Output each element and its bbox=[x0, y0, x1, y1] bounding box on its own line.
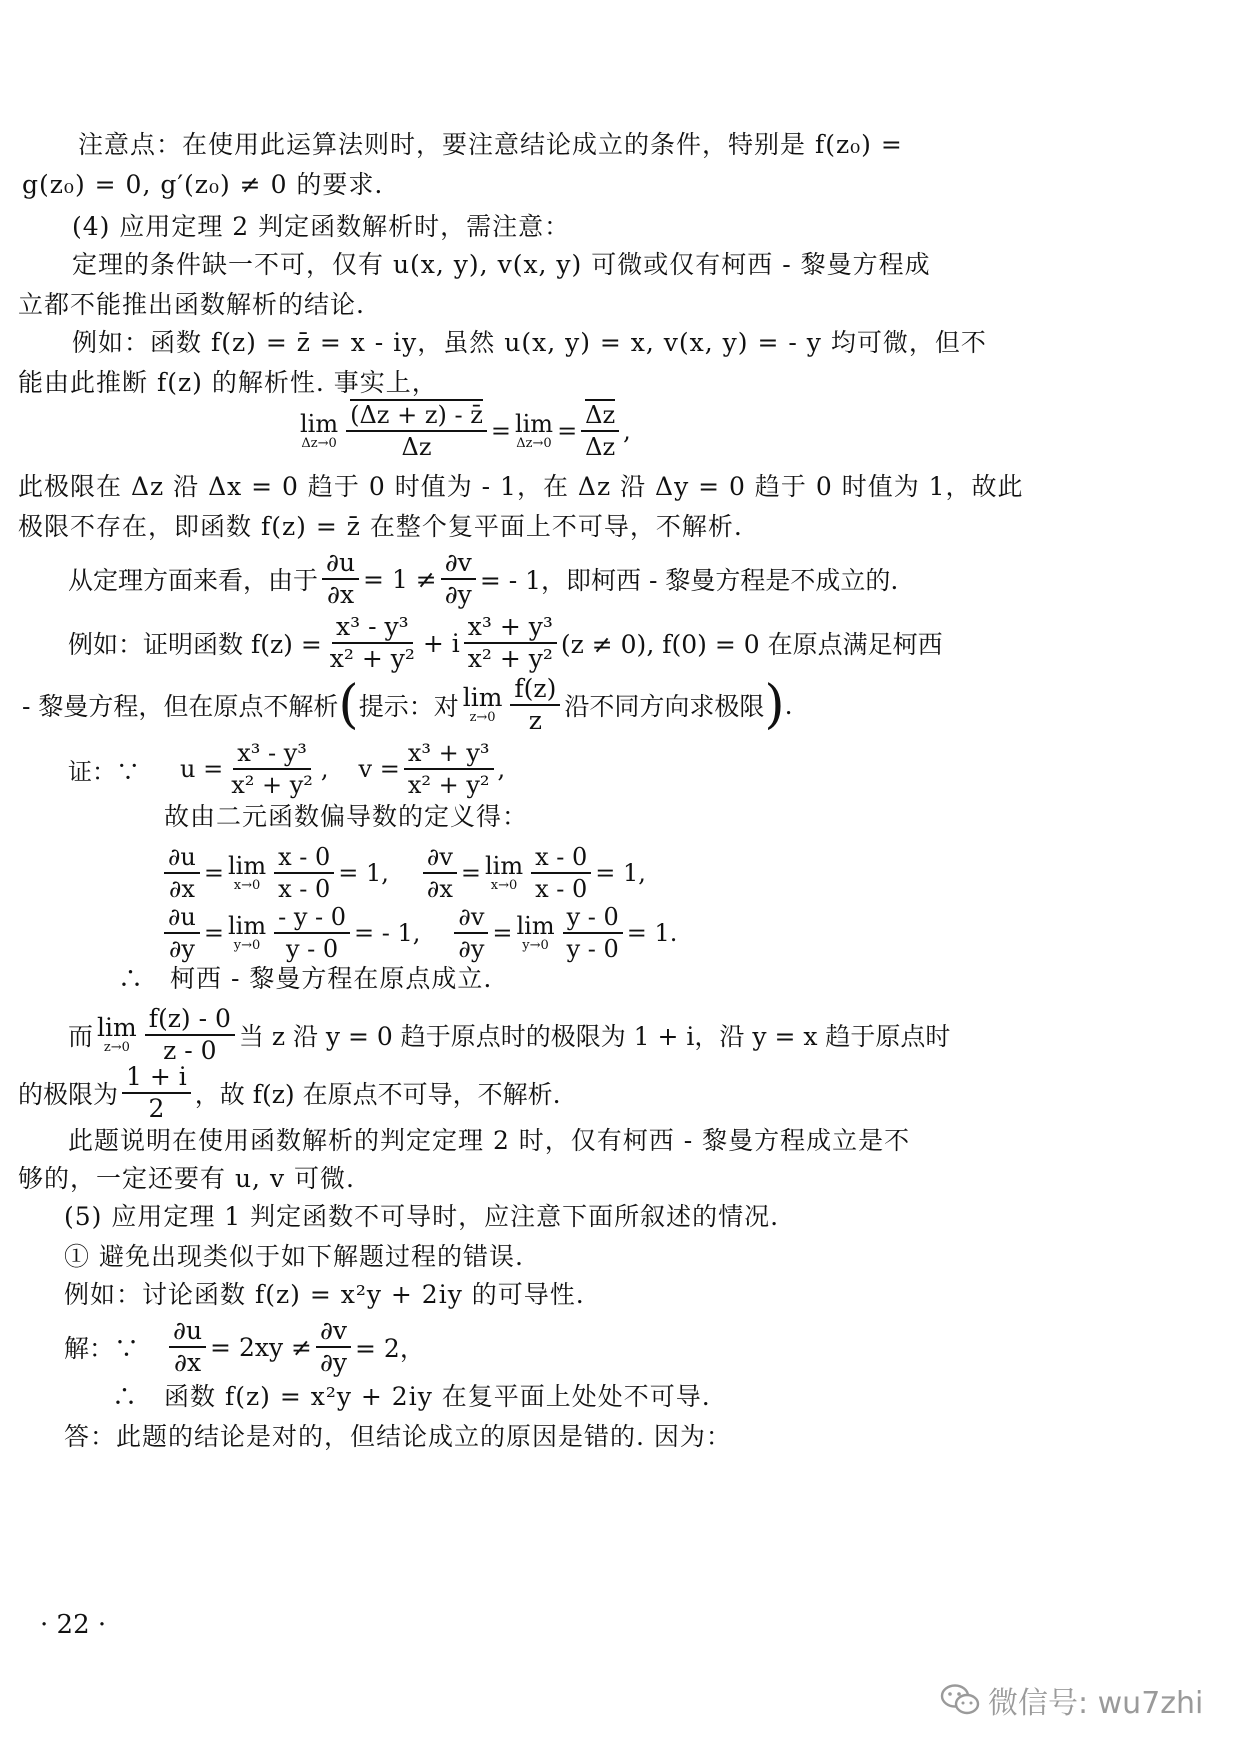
wechat-icon bbox=[940, 1683, 980, 1717]
text-line: 定理的条件缺一不可，仅有 u(x, y), v(x, y) 可微或仅有柯西 - 黎曼方程成 bbox=[72, 250, 931, 279]
limit-directions-line: 而 lim z→0 $\frac{f(z) - 0}{z - 0}$ 当 z 沿 y = 0 趋于原点时的极限为 1 + i，沿 y = x 趋于原点时 bbox=[68, 1004, 951, 1065]
cauchy-riemann-line: 从定理方面来看，由于 $\frac{\partial u}{\partial x}$ = 1 ≠ $\frac{\partial v}{\partial y}$ = - 1，即柯西 - 黎曼方程是不成立的. bbox=[68, 548, 899, 609]
text-line: 立都不能推出函数解析的结论. bbox=[18, 290, 365, 319]
limit-operator: lim Δz→0 bbox=[300, 410, 339, 451]
text-line: 故由二元函数偏导数的定义得： bbox=[164, 802, 529, 831]
fraction: $\frac{\Delta z}{\Delta z}$ bbox=[581, 400, 619, 462]
text-line: 答：此题的结论是对的，但结论成立的原因是错的. 因为： bbox=[64, 1422, 732, 1451]
text-line: 注意点：在使用此运算法则时，要注意结论成立的条件，特别是 f(z₀) = bbox=[78, 130, 903, 159]
limit-equation: lim Δz→0 $\frac{(\Delta z + z) - z̄}{\Delta z}$ = lim Δz→0 = $\frac{\Delta z}{\Delta z}$ , bbox=[300, 401, 631, 461]
text-line: g(z₀) = 0, g′(z₀) ≠ 0 的要求. bbox=[22, 170, 384, 199]
text-line: ∴ 函数 f(z) = x²y + 2iy 在复平面上处处不可导. bbox=[112, 1382, 711, 1411]
partial-derivatives-x: $\frac{\partial u}{\partial x}$ = lim x→0 $\frac{x - 0}{x - 0}$ = 1, $\frac{\partial v}{\partial x}$ = lim x→0 $\frac{x - 0}{x - 0}$ = 1, bbox=[160, 842, 646, 904]
text-line: ∴ 柯西 - 黎曼方程在原点成立. bbox=[118, 964, 493, 993]
text-line: ① 避免出现类似于如下解题过程的错误. bbox=[64, 1242, 524, 1271]
hint-line: - 黎曼方程，但在原点不解析 ( 提示：对 lim z→0 $\frac{f(z)}{z}$ 沿不同方向求极限 ) . bbox=[22, 674, 793, 735]
watermark bbox=[940, 1678, 1203, 1722]
text-line: (5) 应用定理 1 判定函数不可导时，应注意下面所叙述的情况. bbox=[64, 1202, 780, 1231]
page-number: · 22 · bbox=[40, 1610, 107, 1640]
partial-derivatives-y: $\frac{\partial u}{\partial y}$ = lim y→0 $\frac{- y - 0}{y - 0}$ = - 1, $\frac{\partial v}{\partial y}$ = lim y→0 $\frac{y - 0}{y - 0}$ = 1. bbox=[160, 902, 677, 964]
limit-result-line: 的极限为 $\frac{1 + i}{2}$ ，故 f(z) 在原点不可导，不解析. bbox=[18, 1062, 561, 1123]
text-line: 此极限在 Δz 沿 Δx = 0 趋于 0 时值为 - 1，在 Δz 沿 Δy = 0 趋于 0 时值为 1，故此 bbox=[18, 472, 1024, 501]
fraction: $\frac{(\Delta z + z) - z̄}{\Delta z}$ bbox=[346, 400, 487, 462]
text-line: 能由此推断 f(z) 的解析性. 事实上， bbox=[18, 368, 438, 397]
text-line: 例如：函数 f(z) = z̄ = x - iy，虽然 u(x, y) = x, v(x, y) = - y 均可微，但不 bbox=[72, 328, 987, 357]
text-line: 例如：讨论函数 f(z) = x²y + 2iy 的可导性. bbox=[64, 1280, 585, 1309]
text-line: (4) 应用定理 2 判定函数解析时，需注意： bbox=[72, 212, 571, 241]
limit-operator: lim Δz→0 bbox=[514, 410, 554, 451]
text-line: 够的，一定还要有 u, v 可微. bbox=[18, 1164, 355, 1193]
proof-uv: 证：∵ u = $\frac{\text{x³ - y³}}{\text{x² + y²}}$ , v = $\frac{\text{x³ + y³}}{\text{x² + y²}}$ , bbox=[68, 739, 506, 799]
solution-line: 解：∵ $\frac{\partial u}{\partial x}$ = 2xy ≠ $\frac{\partial v}{\partial y}$ = 2， bbox=[64, 1316, 425, 1377]
text-line: 极限不存在，即函数 f(z) = z̄ 在整个复平面上不可导，不解析. bbox=[18, 512, 743, 541]
watermark-text: 微信号: wu7zhi bbox=[988, 1686, 1204, 1721]
text-line: 此题说明在使用函数解析的判定定理 2 时，仅有柯西 - 黎曼方程成立是不 bbox=[68, 1126, 911, 1155]
example-function-line: 例如：证明函数 f(z) = $\frac{\text{x³ - y³}}{\text{x² + y²}}$ + i $\frac{\text{x³ + y³}}{\text{x² + y²}}$ (z ≠ 0), f(0) = 0 在原点满足柯西 bbox=[68, 612, 943, 673]
